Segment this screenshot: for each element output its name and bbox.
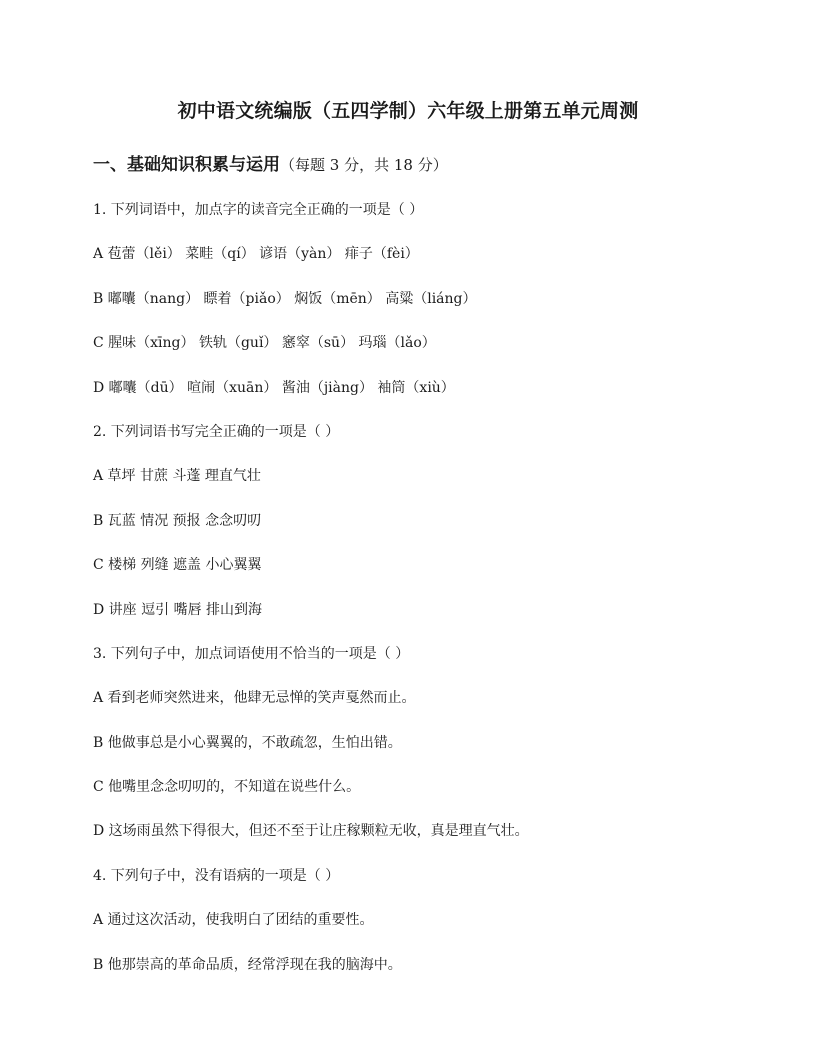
question-4-option-a: A 通过这次活动，使我明白了团结的重要性。 bbox=[93, 912, 374, 929]
question-4-stem: 4. 下列句子中，没有语病的一项是（ ） bbox=[93, 867, 340, 884]
question-1-option-d: D 嘟囔（dū） 喧闹（xuān） 酱油（jiàng） 袖筒（xiù） bbox=[93, 379, 455, 396]
question-3-option-a: A 看到老师突然进来，他肆无忌惮的笑声戛然而止。 bbox=[93, 690, 416, 707]
question-3-stem: 3. 下列句子中，加点词语使用不恰当的一项是（ ） bbox=[93, 645, 410, 662]
question-3-option-b: B 他做事总是小心翼翼的，不敢疏忽，生怕出错。 bbox=[93, 734, 402, 751]
question-1-option-b: B 嘟囔（nang） 瞟着（piǎo） 焖饭（mēn） 高粱（liáng） bbox=[93, 290, 477, 307]
section-heading-text: 一、基础知识积累与运用 bbox=[93, 155, 280, 175]
question-1-stem: 1. 下列词语中，加点字的读音完全正确的一项是（ ） bbox=[93, 202, 424, 218]
question-2-option-a: A 草坪 甘蔗 斗蓬 理直气壮 bbox=[93, 468, 261, 485]
question-4-option-b: B 他那崇高的革命品质，经常浮现在我的脑海中。 bbox=[93, 956, 402, 973]
question-2-option-b: B 瓦蓝 情况 预报 念念叨叨 bbox=[93, 512, 262, 529]
section-score-note: （每题 3 分，共 18 分） bbox=[280, 156, 448, 174]
question-1-option-a: A 苞蕾（lěi） 菜畦（qí） 谚语（yàn） 痱子（fèi） bbox=[93, 246, 419, 263]
question-2-option-c: C 楼梯 列缝 遮盖 小心翼翼 bbox=[93, 557, 262, 574]
section-heading bbox=[93, 150, 448, 175]
question-2-stem: 2. 下列词语书写完全正确的一项是（ ） bbox=[93, 423, 340, 440]
question-list bbox=[93, 199, 733, 998]
question-2-option-d: D 讲座 逗引 嘴唇 排山到海 bbox=[93, 601, 263, 618]
document-title: 初中语文统编版（五四学制）六年级上册第五单元周测 bbox=[177, 100, 639, 122]
question-3-option-c: C 他嘴里念念叨叨的，不知道在说些什么。 bbox=[93, 779, 361, 796]
question-3-option-d: D 这场雨虽然下得很大，但还不至于让庄稼颗粒无收，真是理直气壮。 bbox=[93, 823, 529, 840]
question-1-option-c: C 腥味（xīng） 铁轨（guǐ） 窸窣（sū） 玛瑙（lǎo） bbox=[93, 335, 436, 352]
